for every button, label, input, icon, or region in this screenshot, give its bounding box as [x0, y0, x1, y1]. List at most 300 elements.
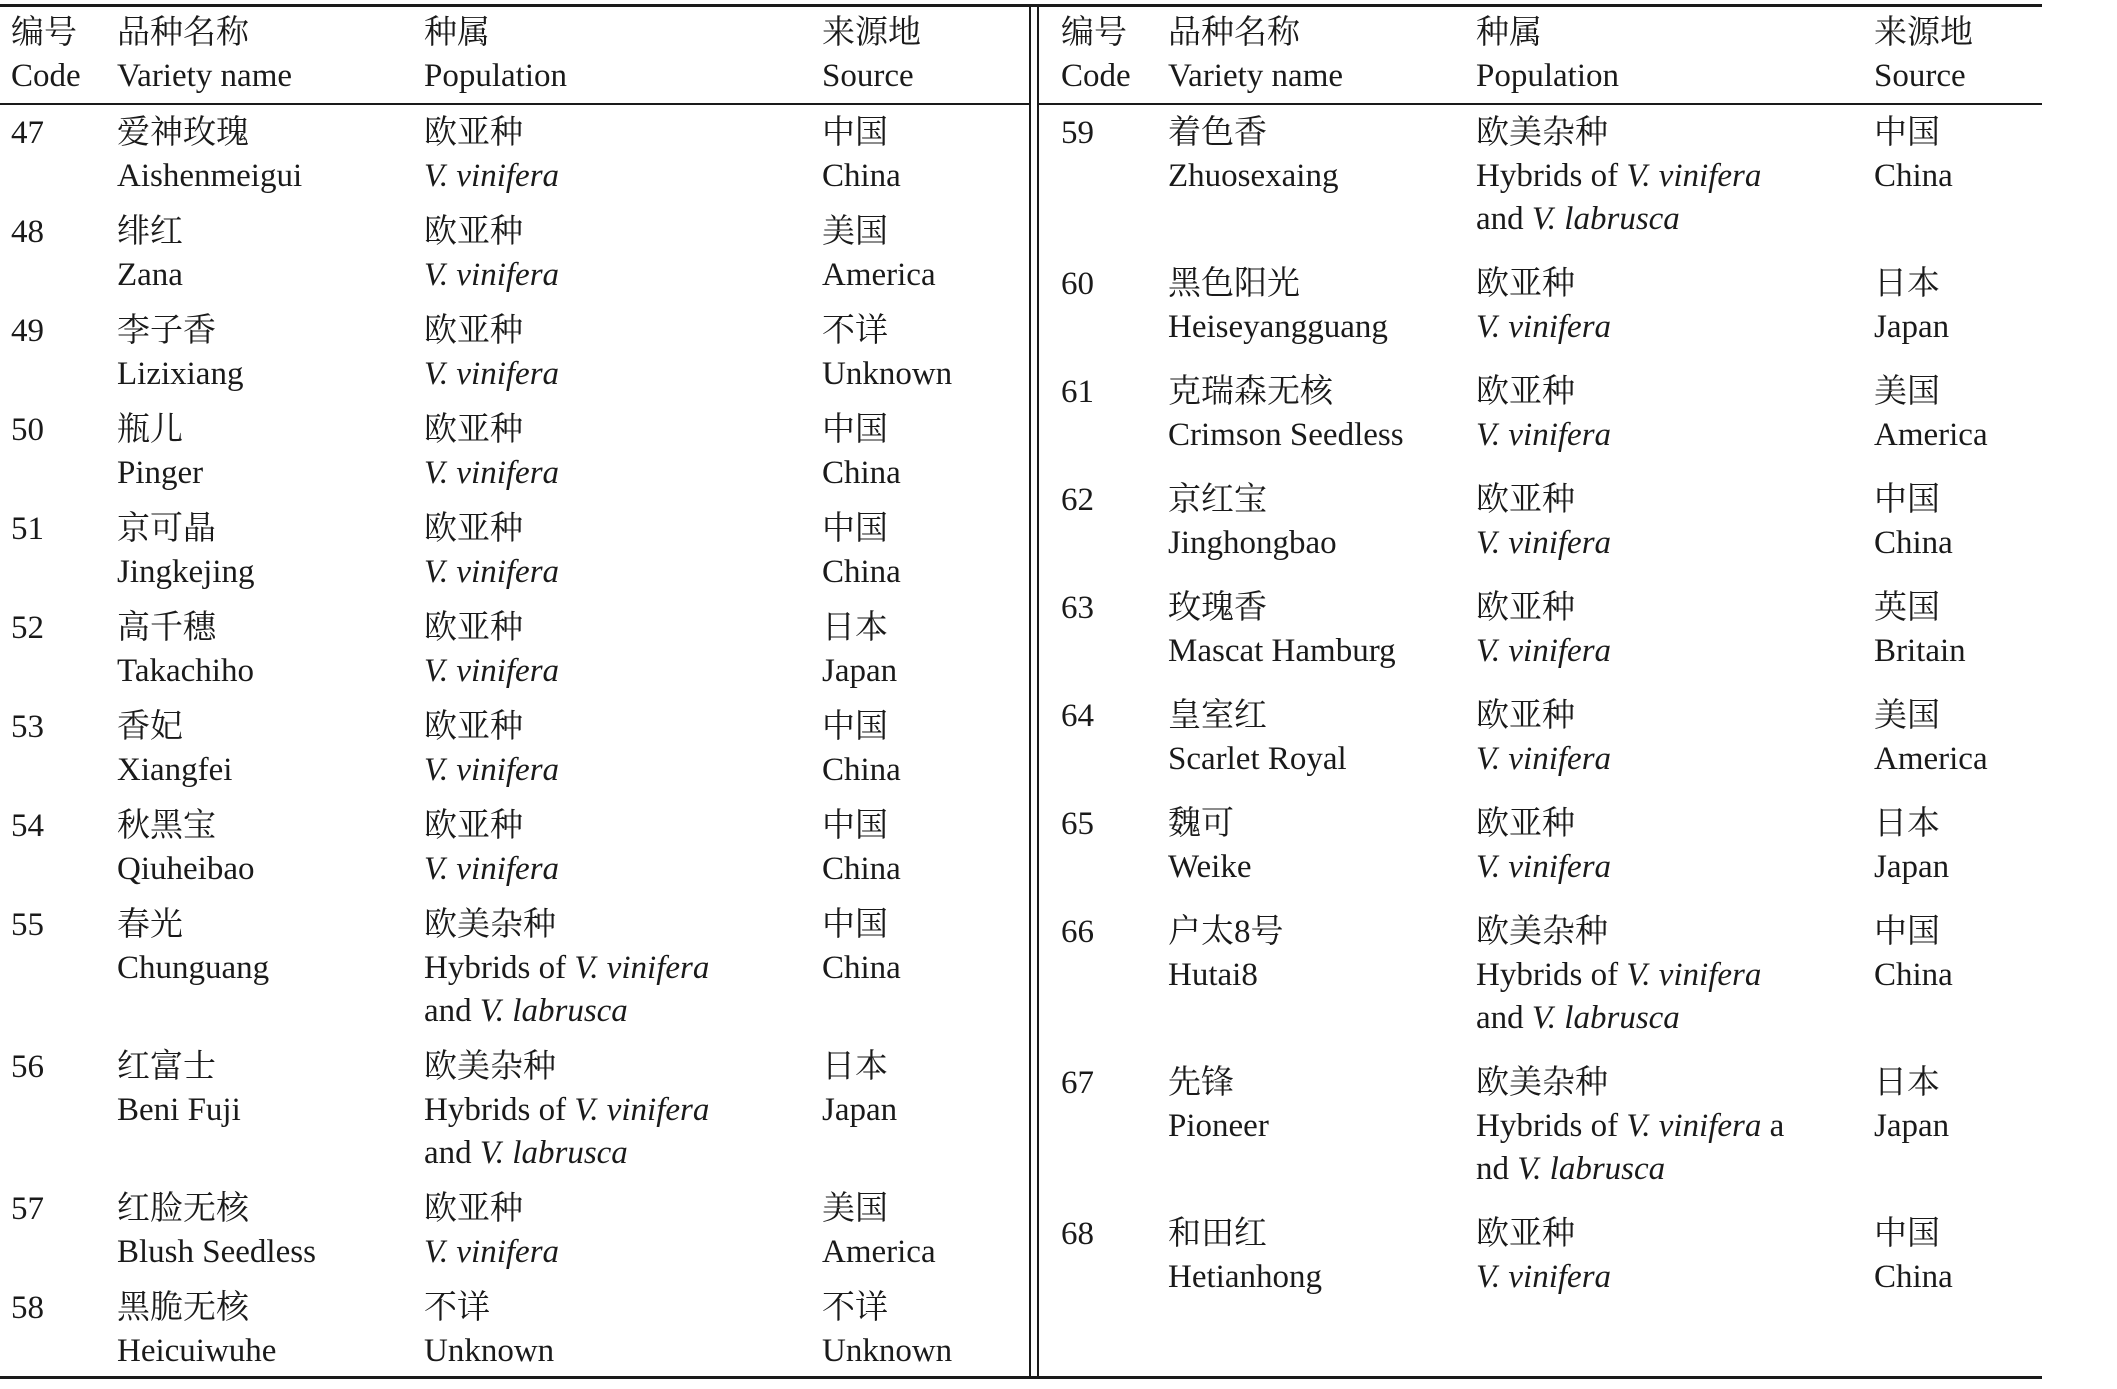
- source-cell: [1874, 112, 2042, 241]
- population-line: [1476, 954, 1874, 997]
- population-cell: [424, 310, 822, 396]
- table-row: [0, 1287, 1029, 1373]
- table-row: [1039, 911, 2042, 1040]
- variety-name-en: Mascat Hamburg: [1168, 633, 1396, 669]
- species-name-italic: V. vinifera: [1476, 1259, 1612, 1295]
- variety-name-en: Weike: [1168, 849, 1252, 885]
- code-cell: [1061, 695, 1168, 781]
- code-cell: [11, 310, 117, 396]
- code-header: [11, 12, 117, 98]
- population-line: [1476, 155, 1874, 198]
- code-text: 66: [1061, 914, 1094, 950]
- header-rule-right: [1039, 103, 2042, 105]
- code-text: 54: [11, 808, 44, 844]
- source-cell: [1874, 695, 2042, 781]
- species-name-italic: V. vinifera: [424, 356, 560, 392]
- variety-name-cell: [1168, 1213, 1476, 1299]
- source-en: China: [822, 752, 901, 788]
- variety-name-zh: 黑色阳光: [1168, 266, 1300, 302]
- code-cell: [11, 1287, 117, 1373]
- species-name-italic: V. vinifera: [1476, 741, 1612, 777]
- source-en: Britain: [1874, 633, 1966, 669]
- table-row: [0, 508, 1029, 594]
- species-name-italic: V. vinifera: [1626, 957, 1762, 993]
- variety-name-header-en: Variety name: [1168, 58, 1344, 94]
- species-name-italic: V. vinifera: [1476, 417, 1612, 453]
- species-name-italic: V. vinifera: [1476, 633, 1612, 669]
- population-text: Hybrids of: [424, 1092, 575, 1128]
- population-cell: [424, 1046, 822, 1175]
- population-cell: [1476, 587, 1874, 673]
- variety-name-cell: [117, 409, 424, 495]
- variety-name-zh: 绯红: [117, 214, 183, 250]
- population-line: [1476, 911, 1874, 954]
- species-name-italic: V. vinifera: [424, 455, 560, 491]
- table-row: [1039, 1062, 2042, 1191]
- variety-name-cell: [117, 706, 424, 792]
- population-line: [424, 211, 822, 254]
- source-zh: 美国: [822, 214, 888, 250]
- population-line: [424, 112, 822, 155]
- population-line: [424, 452, 822, 495]
- population-line: [1476, 1148, 1874, 1191]
- source-en: America: [822, 1234, 936, 1270]
- population-line: [424, 1231, 822, 1274]
- species-name-italic: V. vinifera: [424, 158, 560, 194]
- population-line: [424, 508, 822, 551]
- population-cell: [424, 409, 822, 495]
- code-text: 48: [11, 214, 44, 250]
- population-header-zh: 种属: [424, 15, 490, 51]
- population-line: [424, 353, 822, 396]
- table-row: [0, 805, 1029, 891]
- table-row: [0, 211, 1029, 297]
- code-text: 59: [1061, 115, 1094, 151]
- variety-name-en: Jingkejing: [117, 554, 255, 590]
- source-zh: 中国: [1874, 914, 1940, 950]
- code-text: 50: [11, 412, 44, 448]
- source-zh: 中国: [1874, 482, 1940, 518]
- code-cell: [11, 112, 117, 198]
- table-row: [0, 310, 1029, 396]
- population-text: 欧亚种: [424, 1191, 523, 1227]
- code-header-en: Code: [11, 58, 81, 94]
- code-cell: [11, 706, 117, 792]
- code-cell: [11, 409, 117, 495]
- variety-name-cell: [117, 310, 424, 396]
- population-header-zh: 种属: [1476, 15, 1542, 51]
- source-en: China: [1874, 957, 1953, 993]
- source-cell: [822, 310, 1029, 396]
- source-zh: 美国: [1874, 374, 1940, 410]
- source-header: [822, 12, 1029, 98]
- source-zh: 日本: [1874, 1065, 1940, 1101]
- variety-name-zh: 瓶儿: [117, 412, 183, 448]
- source-cell: [1874, 587, 2042, 673]
- population-header: [424, 12, 822, 98]
- variety-name-zh: 秋黑宝: [117, 808, 216, 844]
- population-line: [1476, 1105, 1874, 1148]
- population-line: [1476, 1213, 1874, 1256]
- population-cell: [1476, 803, 1874, 889]
- population-cell: [424, 805, 822, 891]
- population-cell: [424, 706, 822, 792]
- source-cell: [1874, 371, 2042, 457]
- population-line: [1476, 522, 1874, 565]
- population-text: 欧亚种: [424, 412, 523, 448]
- table-row: [0, 409, 1029, 495]
- code-text: 49: [11, 313, 44, 349]
- population-text: 欧亚种: [424, 610, 523, 646]
- population-line: [1476, 112, 1874, 155]
- source-en: Unknown: [822, 1333, 953, 1369]
- population-line: [1476, 198, 1874, 241]
- variety-name-en: Xiangfei: [117, 752, 233, 788]
- source-cell: [1874, 911, 2042, 1040]
- population-text: 欧亚种: [1476, 266, 1575, 302]
- table-body-right: [1039, 112, 2042, 1321]
- double-divider-line-1: [1029, 4, 1031, 1379]
- variety-name-en: Pinger: [117, 455, 204, 491]
- variety-name-zh: 着色香: [1168, 115, 1267, 151]
- variety-name-en: Hetianhong: [1168, 1259, 1322, 1295]
- variety-name-zh: 玫瑰香: [1168, 590, 1267, 626]
- population-line: [424, 607, 822, 650]
- code-text: 64: [1061, 698, 1094, 734]
- variety-name-en: Beni Fuji: [117, 1092, 241, 1128]
- code-cell: [1061, 1062, 1168, 1191]
- variety-name-header-en: Variety name: [117, 58, 293, 94]
- source-cell: [1874, 803, 2042, 889]
- source-zh: 不详: [822, 313, 888, 349]
- source-en: Japan: [822, 653, 898, 689]
- variety-name-cell: [1168, 695, 1476, 781]
- source-zh: 日本: [1874, 266, 1940, 302]
- source-cell: [822, 805, 1029, 891]
- code-text: 67: [1061, 1065, 1094, 1101]
- source-zh: 日本: [1874, 806, 1940, 842]
- source-zh: 日本: [822, 1049, 888, 1085]
- source-en: Japan: [1874, 1108, 1950, 1144]
- population-line: [424, 1330, 822, 1373]
- source-en: America: [1874, 741, 1988, 777]
- species-name-italic: V. vinifera: [1626, 158, 1762, 194]
- population-line: [424, 409, 822, 452]
- code-text: 52: [11, 610, 44, 646]
- variety-name-cell: [1168, 263, 1476, 349]
- source-cell: [1874, 479, 2042, 565]
- table-row: [1039, 371, 2042, 457]
- variety-name-cell: [117, 607, 424, 693]
- variety-name-en: Aishenmeigui: [117, 158, 303, 194]
- population-cell: [424, 112, 822, 198]
- population-line: [1476, 738, 1874, 781]
- source-en: China: [822, 950, 901, 986]
- population-line: [424, 1287, 822, 1330]
- population-line: [1476, 263, 1874, 306]
- variety-name-zh: 李子香: [117, 313, 216, 349]
- table-row: [1039, 1213, 2042, 1299]
- species-name-italic: V. vinifera: [424, 1234, 560, 1270]
- source-cell: [822, 1046, 1029, 1175]
- population-line: [1476, 695, 1874, 738]
- variety-name-cell: [117, 1188, 424, 1274]
- population-cell: [424, 904, 822, 1033]
- variety-name-zh: 红富士: [117, 1049, 216, 1085]
- code-cell: [1061, 803, 1168, 889]
- population-text: 欧亚种: [1476, 806, 1575, 842]
- code-cell: [11, 1188, 117, 1274]
- variety-name-zh: 克瑞森无核: [1168, 374, 1333, 410]
- variety-name-en: Qiuheibao: [117, 851, 255, 887]
- variety-name-zh: 皇室红: [1168, 698, 1267, 734]
- code-text: 56: [11, 1049, 44, 1085]
- population-cell: [424, 508, 822, 594]
- table-row: [1039, 479, 2042, 565]
- source-en: China: [822, 158, 901, 194]
- population-text: 欧亚种: [424, 709, 523, 745]
- variety-name-cell: [1168, 803, 1476, 889]
- population-text: 欧亚种: [424, 511, 523, 547]
- variety-name-header-zh: 品种名称: [1168, 15, 1300, 51]
- population-text: and: [424, 1135, 480, 1171]
- variety-name-cell: [1168, 587, 1476, 673]
- variety-name-zh: 香妃: [117, 709, 183, 745]
- species-name-italic: V. labrusca: [1517, 1151, 1666, 1187]
- variety-name-zh: 户太8号: [1168, 914, 1284, 950]
- variety-name-cell: [1168, 371, 1476, 457]
- code-cell: [11, 508, 117, 594]
- variety-name-cell: [1168, 911, 1476, 1040]
- population-text: 欧亚种: [424, 808, 523, 844]
- population-cell: [424, 1287, 822, 1373]
- species-name-italic: V. vinifera: [1476, 309, 1612, 345]
- variety-name-cell: [117, 1287, 424, 1373]
- code-cell: [1061, 263, 1168, 349]
- population-cell: [1476, 1213, 1874, 1299]
- variety-name-en: Chunguang: [117, 950, 270, 986]
- population-line: [424, 650, 822, 693]
- population-text: 欧亚种: [424, 214, 523, 250]
- variety-name-en: Zana: [117, 257, 183, 293]
- population-text: 欧亚种: [1476, 1216, 1575, 1252]
- population-line: [424, 551, 822, 594]
- population-text: 欧美杂种: [424, 907, 556, 943]
- source-en: China: [1874, 1259, 1953, 1295]
- population-line: [1476, 1256, 1874, 1299]
- source-en: America: [1874, 417, 1988, 453]
- header-rule-left: [0, 103, 1029, 105]
- source-zh: 日本: [822, 610, 888, 646]
- population-line: [1476, 587, 1874, 630]
- species-name-italic: V. vinifera: [424, 554, 560, 590]
- variety-name-en: Heicuiwuhe: [117, 1333, 277, 1369]
- species-name-italic: V. vinifera: [424, 653, 560, 689]
- population-line: [1476, 306, 1874, 349]
- population-cell: [424, 211, 822, 297]
- source-zh: 中国: [822, 412, 888, 448]
- table-header-right: [1039, 12, 2042, 98]
- source-zh: 中国: [822, 511, 888, 547]
- code-header: [1061, 12, 1168, 98]
- source-header-en: Source: [1874, 58, 1966, 94]
- source-header: [1874, 12, 2042, 98]
- table-header-left: [0, 12, 1029, 98]
- code-cell: [1061, 911, 1168, 1040]
- population-text: 欧亚种: [424, 115, 523, 151]
- population-cell: [1476, 263, 1874, 349]
- population-text: Hybrids of: [1476, 957, 1627, 993]
- table-panel-right: [1039, 0, 2042, 1376]
- population-line: [424, 254, 822, 297]
- table-row: [1039, 695, 2042, 781]
- code-text: 62: [1061, 482, 1094, 518]
- variety-name-cell: [117, 1046, 424, 1175]
- population-line: [424, 947, 822, 990]
- variety-name-cell: [1168, 479, 1476, 565]
- population-cell: [1476, 479, 1874, 565]
- variety-name-en: Zhuosexaing: [1168, 158, 1339, 194]
- population-line: [424, 1188, 822, 1231]
- code-cell: [1061, 371, 1168, 457]
- code-header-en: Code: [1061, 58, 1131, 94]
- population-text: nd: [1476, 1151, 1518, 1187]
- population-line: [424, 990, 822, 1033]
- population-text: 欧亚种: [1476, 698, 1575, 734]
- variety-name-en: Crimson Seedless: [1168, 417, 1404, 453]
- source-zh: 中国: [822, 808, 888, 844]
- population-line: [424, 155, 822, 198]
- species-name-italic: V. vinifera: [1476, 849, 1612, 885]
- population-text: Unknown: [424, 1333, 555, 1369]
- code-cell: [1061, 112, 1168, 241]
- table-row: [0, 112, 1029, 198]
- population-header-en: Population: [424, 58, 568, 94]
- source-en: China: [1874, 158, 1953, 194]
- population-line: [424, 749, 822, 792]
- variety-name-zh: 京红宝: [1168, 482, 1267, 518]
- source-cell: [822, 1188, 1029, 1274]
- population-line: [424, 706, 822, 749]
- source-cell: [822, 1287, 1029, 1373]
- source-zh: 美国: [1874, 698, 1940, 734]
- variety-name-en: Takachiho: [117, 653, 254, 689]
- source-zh: 英国: [1874, 590, 1940, 626]
- population-text: and: [1476, 201, 1532, 237]
- species-name-italic: V. vinifera: [424, 752, 560, 788]
- population-line: [424, 1046, 822, 1089]
- population-text: 欧美杂种: [424, 1049, 556, 1085]
- variety-name-zh: 京可晶: [117, 511, 216, 547]
- population-line: [424, 310, 822, 353]
- population-header-en: Population: [1476, 58, 1620, 94]
- variety-name-en: Heiseyangguang: [1168, 309, 1388, 345]
- code-header-zh: 编号: [1061, 15, 1127, 51]
- source-header-zh: 来源地: [1874, 15, 1973, 51]
- source-cell: [822, 607, 1029, 693]
- population-text: and: [424, 993, 480, 1029]
- code-text: 57: [11, 1191, 44, 1227]
- source-cell: [822, 904, 1029, 1033]
- code-text: 51: [11, 511, 44, 547]
- code-cell: [1061, 479, 1168, 565]
- table-row: [0, 706, 1029, 792]
- table-row: [1039, 587, 2042, 673]
- population-text: Hybrids of: [424, 950, 575, 986]
- code-text: 58: [11, 1290, 44, 1326]
- variety-name-zh: 春光: [117, 907, 183, 943]
- population-line: [1476, 1062, 1874, 1105]
- population-text: Hybrids of: [1476, 1108, 1627, 1144]
- table-row: [0, 607, 1029, 693]
- source-zh: 中国: [1874, 115, 1940, 151]
- variety-name-cell: [117, 211, 424, 297]
- population-text: 欧亚种: [1476, 482, 1575, 518]
- variety-name-cell: [117, 112, 424, 198]
- code-text: 60: [1061, 266, 1094, 302]
- population-line: [424, 848, 822, 891]
- code-cell: [11, 211, 117, 297]
- variety-name-cell: [117, 508, 424, 594]
- source-en: America: [822, 257, 936, 293]
- source-cell: [822, 706, 1029, 792]
- source-zh: 不详: [822, 1290, 888, 1326]
- variety-name-en: Scarlet Royal: [1168, 741, 1347, 777]
- population-line: [1476, 630, 1874, 673]
- table-row: [0, 1188, 1029, 1274]
- population-line: [1476, 803, 1874, 846]
- population-cell: [1476, 911, 1874, 1040]
- code-header-zh: 编号: [11, 15, 77, 51]
- source-zh: 中国: [822, 709, 888, 745]
- species-name-italic: V. labrusca: [1531, 1000, 1680, 1036]
- source-cell: [822, 409, 1029, 495]
- source-en: China: [1874, 525, 1953, 561]
- table-row: [1039, 263, 2042, 349]
- species-name-italic: V. vinifera: [424, 257, 560, 293]
- variety-name-header-zh: 品种名称: [117, 15, 249, 51]
- source-en: Japan: [822, 1092, 898, 1128]
- source-header-en: Source: [822, 58, 914, 94]
- code-text: 55: [11, 907, 44, 943]
- population-header: [1476, 12, 1874, 98]
- species-name-italic: V. labrusca: [1531, 201, 1680, 237]
- table-row: [1039, 112, 2042, 241]
- variety-name-zh: 高千穗: [117, 610, 216, 646]
- population-cell: [424, 1188, 822, 1274]
- source-en: China: [822, 554, 901, 590]
- source-zh: 中国: [822, 907, 888, 943]
- population-cell: [1476, 695, 1874, 781]
- variety-name-zh: 先锋: [1168, 1065, 1234, 1101]
- code-text: 61: [1061, 374, 1094, 410]
- population-text: 欧美杂种: [1476, 1065, 1608, 1101]
- source-en: China: [822, 455, 901, 491]
- variety-name-cell: [1168, 112, 1476, 241]
- variety-name-en: Hutai8: [1168, 957, 1258, 993]
- variety-name-zh: 魏可: [1168, 806, 1234, 842]
- population-text: 欧美杂种: [1476, 115, 1608, 151]
- species-name-italic: V. vinifera: [1476, 525, 1612, 561]
- species-name-italic: V. labrusca: [479, 993, 628, 1029]
- population-text: and: [1476, 1000, 1532, 1036]
- species-name-italic: V. vinifera: [574, 950, 710, 986]
- population-text: 不详: [424, 1290, 490, 1326]
- variety-name-header: [1168, 12, 1476, 98]
- source-cell: [822, 508, 1029, 594]
- variety-name-cell: [117, 904, 424, 1033]
- source-cell: [822, 211, 1029, 297]
